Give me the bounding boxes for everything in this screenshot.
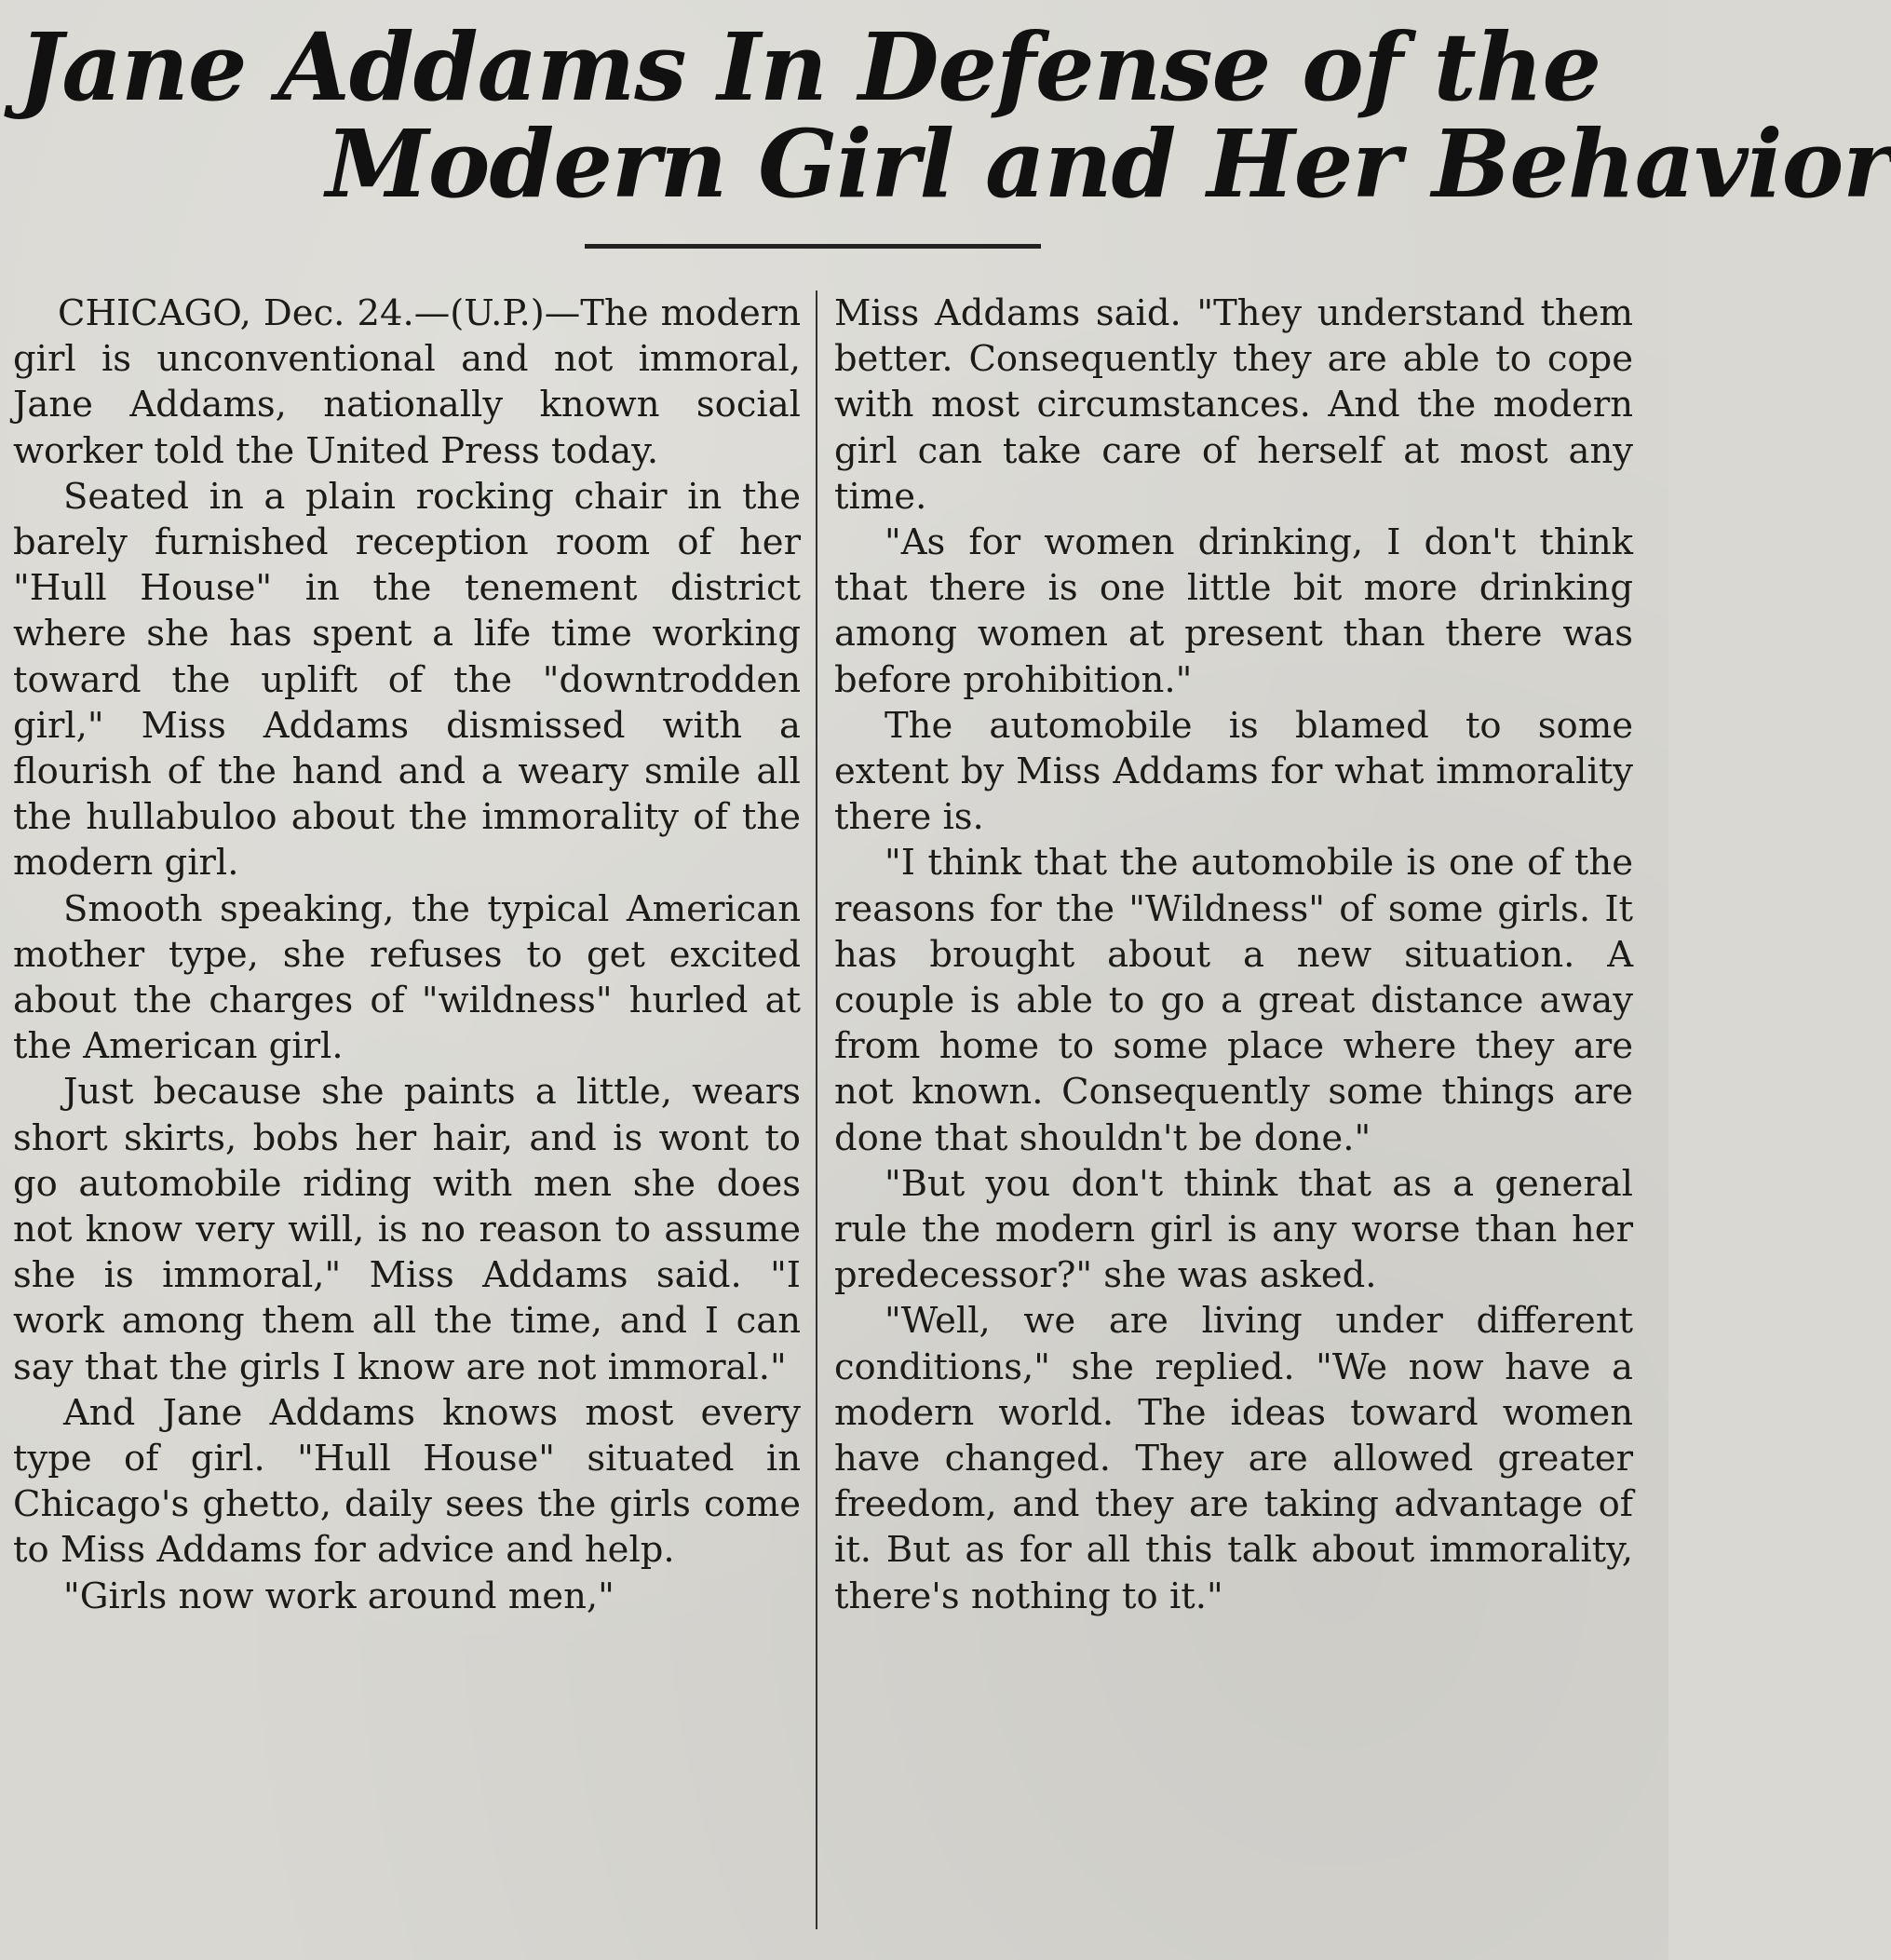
paragraph: "Well, we are living under different conditions," she replied. "We now have a modern world. The ideas toward women have changed. They are allowed greater freedom, and they are taking advantage of it. But as for all this talk about immorality, there's nothing to it." [834,1300,1633,1617]
paragraph: And Jane Addams knows most every type of girl. "Hull House" situated in Chicago's ghetto, daily sees the girls come to Miss Addams for advice and help. [13,1391,801,1572]
paragraph: The automobile is blamed to some extent by Miss Addams for what immorality there is. [834,704,1633,839]
column-divider [816,291,817,1929]
headline-rule [585,244,1041,249]
article-column-right [834,291,1633,1619]
headline-line-1: Jane Addams In Defense of the [19,12,1601,122]
paragraph: Seated in a plain rocking chair in the barely furnished reception room of her "Hull House" in the tenement district where she has spent a life time working toward the uplift of the "downtrodden girl," Miss Addams dismissed with a flourish of the hand and a weary smile all the hullabuloo about the immorality of the modern girl. [13,475,801,885]
paragraph: "But you don't think that as a general rule the modern girl is any worse than her predecessor?" she was asked. [834,1162,1633,1297]
paragraph: "Girls now work around men," [63,1575,615,1617]
paragraph: Miss Addams said. "They understand them better. Consequently they are able to cope with most circumstances. And the modern girl can take care of herself at most any time. [834,292,1633,518]
paragraph: Just because she paints a little, wears short skirts, bobs her hair, and is wont to go automobile riding with men she does not know very will, is no reason to assume she is immoral," Miss Addams said. "I work among them all the time, and I can say that the girls I know are not immoral." [13,1071,801,1388]
article-column-left [13,291,801,1619]
paragraph: Smooth speaking, the typical American mother type, she refuses to get excited about the charges of "wildness" hurled at the American girl. [13,887,801,1068]
headline-line-2: Modern Girl and Her Behavior [326,109,1891,219]
paragraph: "As for women drinking, I don't think that there is one little bit more drinking among women at present than there was before prohibition." [834,521,1633,701]
paragraph: "I think that the automobile is one of the reasons for the "Wildness" of some girls. It has brought about a new situation. A couple is able to go a great distance away from home to some place where they are not known. Consequently some things are done that shouldn't be done." [834,842,1633,1159]
paragraph: CHICAGO, Dec. 24.—(U.P.)—The modern girl is unconventional and not immoral, Jane Addams, nationally known social worker told the United Press today. [13,292,801,472]
